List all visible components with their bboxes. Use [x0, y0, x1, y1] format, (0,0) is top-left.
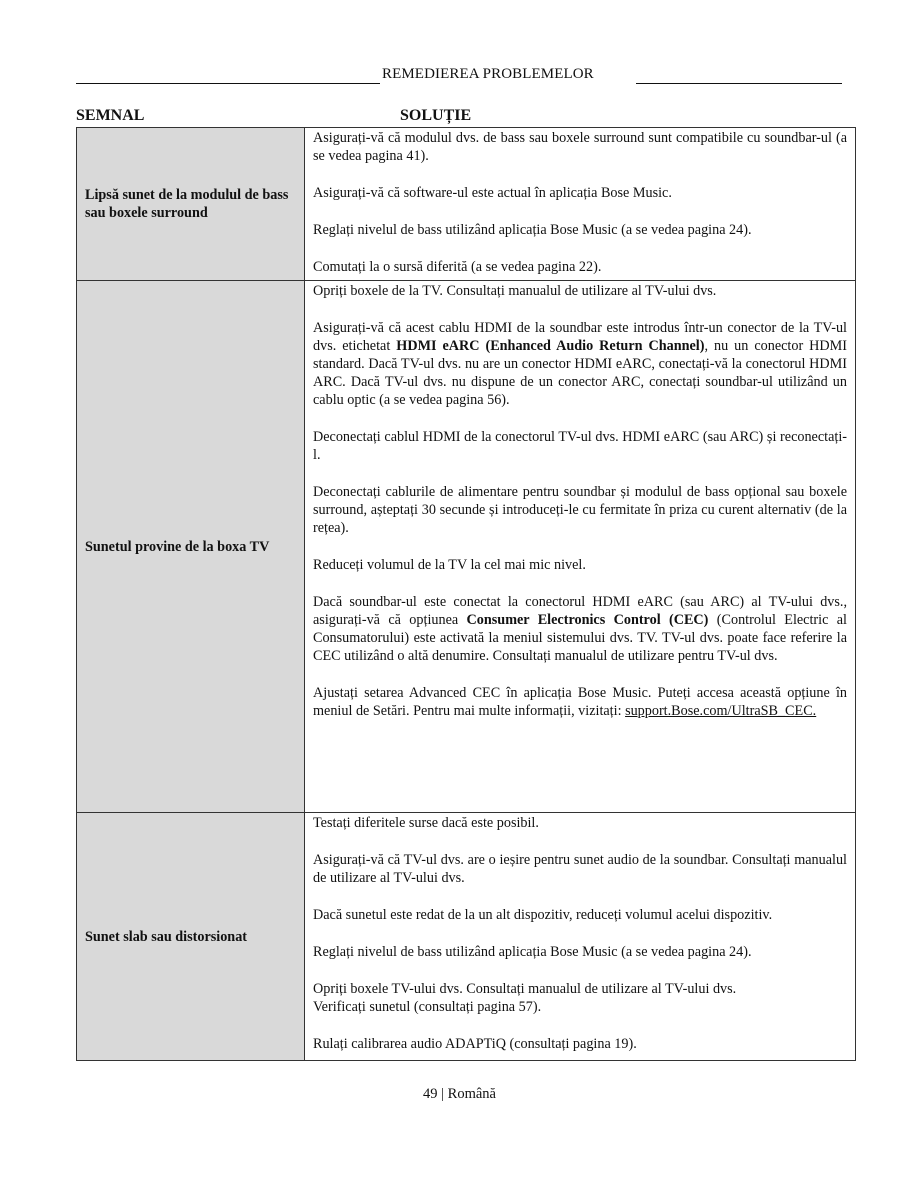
solution-item: Deconectați cablurile de alimentare pentru soundbar și modulul de bass opțional sau boxele surround, așteptați 30 secunde și introduceți-le cu fermitate în priza cu curent alternativ (de la rețea). — [313, 484, 847, 536]
table-row — [77, 281, 856, 813]
table-row — [77, 128, 856, 281]
solution-item: Opriți boxele TV-ului dvs. Consultați manualul de utilizare al TV-ului dvs. — [313, 981, 737, 997]
solution-item: Reglați nivelul de bass utilizând aplicația Bose Music (a se vedea pagina 24). — [313, 944, 752, 960]
solution-text: Asigurați-vă că acest cablu HDMI de la soundbar este introdus într-un conector de la TV-ul dvs. etichetat — [313, 320, 847, 354]
solution-item: Testați diferitele surse dacă este posibil. — [313, 815, 539, 831]
solution-text: , nu un conector HDMI standard. Dacă TV-ul dvs. nu are un conector HDMI eARC, conectați-vă la conectorul HDMI ARC. Dacă TV-ul dvs. nu dispune de un conector ARC, conectați soundbar-ul utilizând un cablu optic (a se vedea pagina 56). — [313, 338, 847, 408]
solution-item: Deconectați cablul HDMI de la conectorul TV-ul dvs. HDMI eARC (sau ARC) și reconectați-l. — [313, 429, 847, 463]
solution-item: Asigurați-vă că TV-ul dvs. are o ieșire pentru sunet audio de la soundbar. Consultați manualul de utilizare al TV-ului dvs. — [313, 852, 847, 886]
cec-label: Consumer Electronics Control (CEC) — [466, 612, 709, 628]
solution-item: Verificați sunetul (consultați pagina 57). — [313, 999, 542, 1015]
signal-cell: Sunet slab sau distorsionat — [77, 813, 305, 1061]
column-heading-signal: SEMNAL — [76, 107, 145, 124]
solution-item: Opriți boxele de la TV. Consultați manualul de utilizare al TV-ului dvs. — [313, 283, 717, 299]
hdmi-earc-label: HDMI eARC (Enhanced Audio Return Channel) — [396, 338, 705, 354]
solution-text: Ajustați setarea Advanced CEC în aplicația Bose Music. Puteți accesa această opțiune în meniul de Setări. Pentru mai multe informații, vizitați: — [313, 685, 847, 719]
solution-cell — [305, 128, 856, 281]
support-link[interactable]: support.Bose.com/UltraSB_CEC. — [625, 703, 817, 719]
solution-item: Reglați nivelul de bass utilizând aplicația Bose Music (a se vedea pagina 24). — [313, 222, 752, 238]
solution-item — [313, 593, 847, 665]
solution-item: Reduceți volumul de la TV la cel mai mic nivel. — [313, 557, 586, 573]
solution-cell — [305, 281, 856, 813]
troubleshooting-table — [76, 127, 856, 1061]
header-title: REMEDIEREA PROBLEMELOR — [382, 66, 594, 82]
solution-cell — [305, 813, 856, 1061]
solution-item: Dacă sunetul este redat de la un alt dispozitiv, reduceți volumul acelui dispozitiv. — [313, 907, 773, 923]
solution-text: (Controlul Electric al Consumatorului) este activată la meniul sistemului dvs. TV. TV-ul dvs. poate face referire la CEC utilizând o altă denumire. Consultați manualul de utilizare pentru TV-ul dvs. — [313, 612, 848, 664]
page-header — [76, 64, 842, 86]
solution-item: Comutați la o sursă diferită (a se vedea pagina 22). — [313, 259, 602, 275]
signal-cell: Lipsă sunet de la modulul de bass sau boxele surround — [77, 128, 305, 281]
solution-text: Dacă soundbar-ul este conectat la conectorul HDMI eARC (sau ARC) al TV-ului dvs., asigurați-vă că opțiunea — [313, 594, 847, 628]
header-rule-left — [76, 83, 380, 84]
page-footer: 49 | Română — [423, 1086, 496, 1102]
table-row — [77, 813, 856, 1061]
column-heading-solution: SOLUȚIE — [400, 107, 472, 124]
header-rule-right — [636, 83, 842, 84]
signal-cell: Sunetul provine de la boxa TV — [77, 281, 305, 813]
solution-item — [313, 684, 847, 720]
solution-item: Asigurați-vă că modulul dvs. de bass sau boxele surround sunt compatibile cu soundbar-ul (a se vedea pagina 41). — [313, 130, 847, 164]
solution-item: Asigurați-vă că software-ul este actual în aplicația Bose Music. — [313, 185, 672, 201]
solution-item: Rulați calibrarea audio ADAPTiQ (consultați pagina 19). — [313, 1036, 637, 1052]
solution-item — [313, 319, 847, 409]
